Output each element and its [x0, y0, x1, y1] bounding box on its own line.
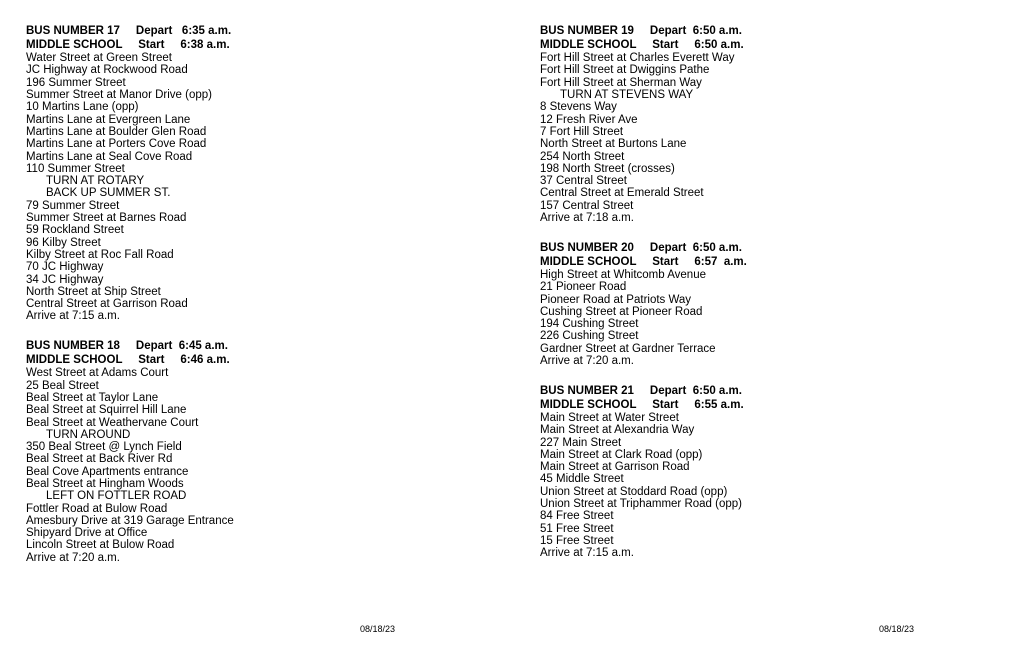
route-stop: Main Street at Water Street [540, 411, 679, 424]
route-stop: Fort Hill Street at Charles Everett Way [540, 52, 735, 65]
route-stop: 79 Summer Street [26, 199, 120, 212]
route-stop: 96 Kilby Street [26, 236, 101, 249]
route-stop: JC Highway at Rockwood Road [26, 64, 188, 77]
footer-date-left: 08/18/23 [360, 624, 396, 634]
route-stop: 59 Rockland Street [26, 224, 124, 237]
route-stop: Shipyard Drive at Office [26, 527, 148, 540]
route-stop: Summer Street at Manor Drive (opp) [26, 89, 212, 102]
route-stop: Gardner Street at Gardner Terrace [540, 342, 716, 355]
route-stop: Union Street at Stoddard Road (opp) [540, 485, 728, 498]
bus-route-block [540, 384, 1014, 560]
route-stop: Fort Hill Street at Sherman Way [540, 76, 702, 89]
route-stop: 350 Beal Street @ Lynch Field [26, 441, 182, 454]
route-stop: North Street at Burtons Lane [540, 138, 687, 151]
footer-date-right: 08/18/23 [879, 624, 915, 634]
route-header-depart: BUS NUMBER 21 Depart 6:50 a.m. [540, 384, 742, 397]
route-stop: 196 Summer Street [26, 76, 126, 89]
route-stop: 34 JC Highway [26, 273, 104, 286]
route-stop: Kilby Street at Roc Fall Road [26, 248, 174, 261]
route-stop: 194 Cushing Street [540, 318, 639, 331]
bus-route-block [26, 339, 502, 564]
route-stop: 25 Beal Street [26, 379, 99, 392]
route-stop: Arrive at 7:15 a.m. [26, 310, 120, 323]
route-stop: 15 Free Street [540, 534, 614, 547]
route-stop: 227 Main Street [540, 436, 622, 449]
route-stop: LEFT ON FOTTLER ROAD [46, 490, 187, 503]
route-stop: Arrive at 7:20 a.m. [540, 355, 634, 368]
route-stop: 157 Central Street [540, 199, 634, 212]
route-header-start: MIDDLE SCHOOL Start 6:38 a.m. [26, 39, 230, 52]
route-stop: Pioneer Road at Patriots Way [540, 293, 692, 306]
route-stop: North Street at Ship Street [26, 285, 161, 298]
route-stop: High Street at Whitcomb Avenue [540, 268, 706, 281]
route-stop: 45 Middle Street [540, 473, 624, 486]
route-header-depart: BUS NUMBER 17 Depart 6:35 a.m. [26, 25, 232, 37]
route-stop: Main Street at Clark Road (opp) [540, 448, 703, 461]
route-header-depart: BUS NUMBER 18 Depart 6:45 a.m. [26, 340, 228, 353]
route-stop: TURN AT ROTARY [46, 175, 145, 188]
route-stop: TURN AT STEVENS WAY [560, 89, 694, 102]
route-stop: West Street at Adams Court [26, 367, 169, 380]
route-header-start: MIDDLE SCHOOL Start 6:57 a.m. [540, 256, 747, 269]
route-stop: Beal Street at Weathervane Court [26, 416, 199, 429]
route-stop: Central Street at Emerald Street [540, 187, 704, 200]
route-stop: Arrive at 7:18 a.m. [540, 212, 634, 225]
route-stop: 198 North Street (crosses) [540, 162, 675, 175]
route-stop: 37 Central Street [540, 175, 627, 188]
bus-route-columns [0, 24, 1024, 564]
route-stop: Union Street at Triphammer Road (opp) [540, 497, 742, 510]
route-stop: Beal Street at Back River Rd [26, 453, 173, 466]
route-stop: Martins Lane at Seal Cove Road [26, 150, 193, 163]
route-stop: Beal Cove Apartments entrance [26, 465, 189, 478]
column-right [512, 24, 1024, 564]
route-stop: 70 JC Highway [26, 261, 104, 274]
route-header-start: MIDDLE SCHOOL Start 6:46 a.m. [26, 354, 230, 367]
route-stop: Arrive at 7:15 a.m. [540, 547, 634, 560]
route-stop: 7 Fort Hill Street [540, 125, 624, 138]
route-stop: Amesbury Drive at 319 Garage Entrance [26, 514, 234, 527]
route-stop: 254 North Street [540, 150, 625, 163]
route-stop: Cushing Street at Pioneer Road [540, 305, 703, 318]
route-stop: 12 Fresh River Ave [540, 113, 638, 126]
route-stop: Fottler Road at Bulow Road [26, 502, 168, 515]
route-stop: Martins Lane at Boulder Glen Road [26, 125, 207, 138]
route-stop: 21 Pioneer Road [540, 281, 627, 294]
route-stop: 10 Martins Lane (opp) [26, 101, 139, 114]
route-stop: 8 Stevens Way [540, 101, 617, 114]
route-stop: Fort Hill Street at Dwiggins Pathe [540, 64, 710, 77]
route-stop: Martins Lane at Evergreen Lane [26, 113, 191, 126]
route-stop: Beal Street at Squirrel Hill Lane [26, 404, 187, 417]
route-stop: 51 Free Street [540, 522, 614, 535]
route-stop: Central Street at Garrison Road [26, 298, 188, 311]
column-left [0, 24, 512, 564]
route-header-depart: BUS NUMBER 19 Depart 6:50 a.m. [540, 25, 742, 37]
route-stop: Summer Street at Barnes Road [26, 212, 187, 225]
route-stop: Main Street at Alexandria Way [540, 424, 695, 437]
route-stop: Water Street at Green Street [26, 52, 172, 65]
route-stop: 226 Cushing Street [540, 330, 639, 343]
route-header-depart: BUS NUMBER 20 Depart 6:50 a.m. [540, 241, 742, 254]
route-stop: BACK UP SUMMER ST. [46, 187, 171, 200]
bus-route-block [540, 24, 1014, 225]
route-header-start: MIDDLE SCHOOL Start 6:55 a.m. [540, 399, 744, 412]
bus-route-block [540, 241, 1014, 368]
route-stop: Beal Street at Taylor Lane [26, 391, 159, 404]
route-header-start: MIDDLE SCHOOL Start 6:50 a.m. [540, 39, 744, 52]
route-stop: TURN AROUND [46, 428, 131, 441]
route-stop: Arrive at 7:20 a.m. [26, 551, 120, 564]
route-stop: Martins Lane at Porters Cove Road [26, 138, 207, 151]
route-stop: Main Street at Garrison Road [540, 461, 690, 474]
route-stop: Beal Street at Hingham Woods [26, 477, 184, 490]
route-stop: 84 Free Street [540, 510, 614, 523]
route-stop: 110 Summer Street [26, 162, 125, 175]
route-stop: Lincoln Street at Bulow Road [26, 539, 175, 552]
bus-route-block [26, 24, 502, 323]
